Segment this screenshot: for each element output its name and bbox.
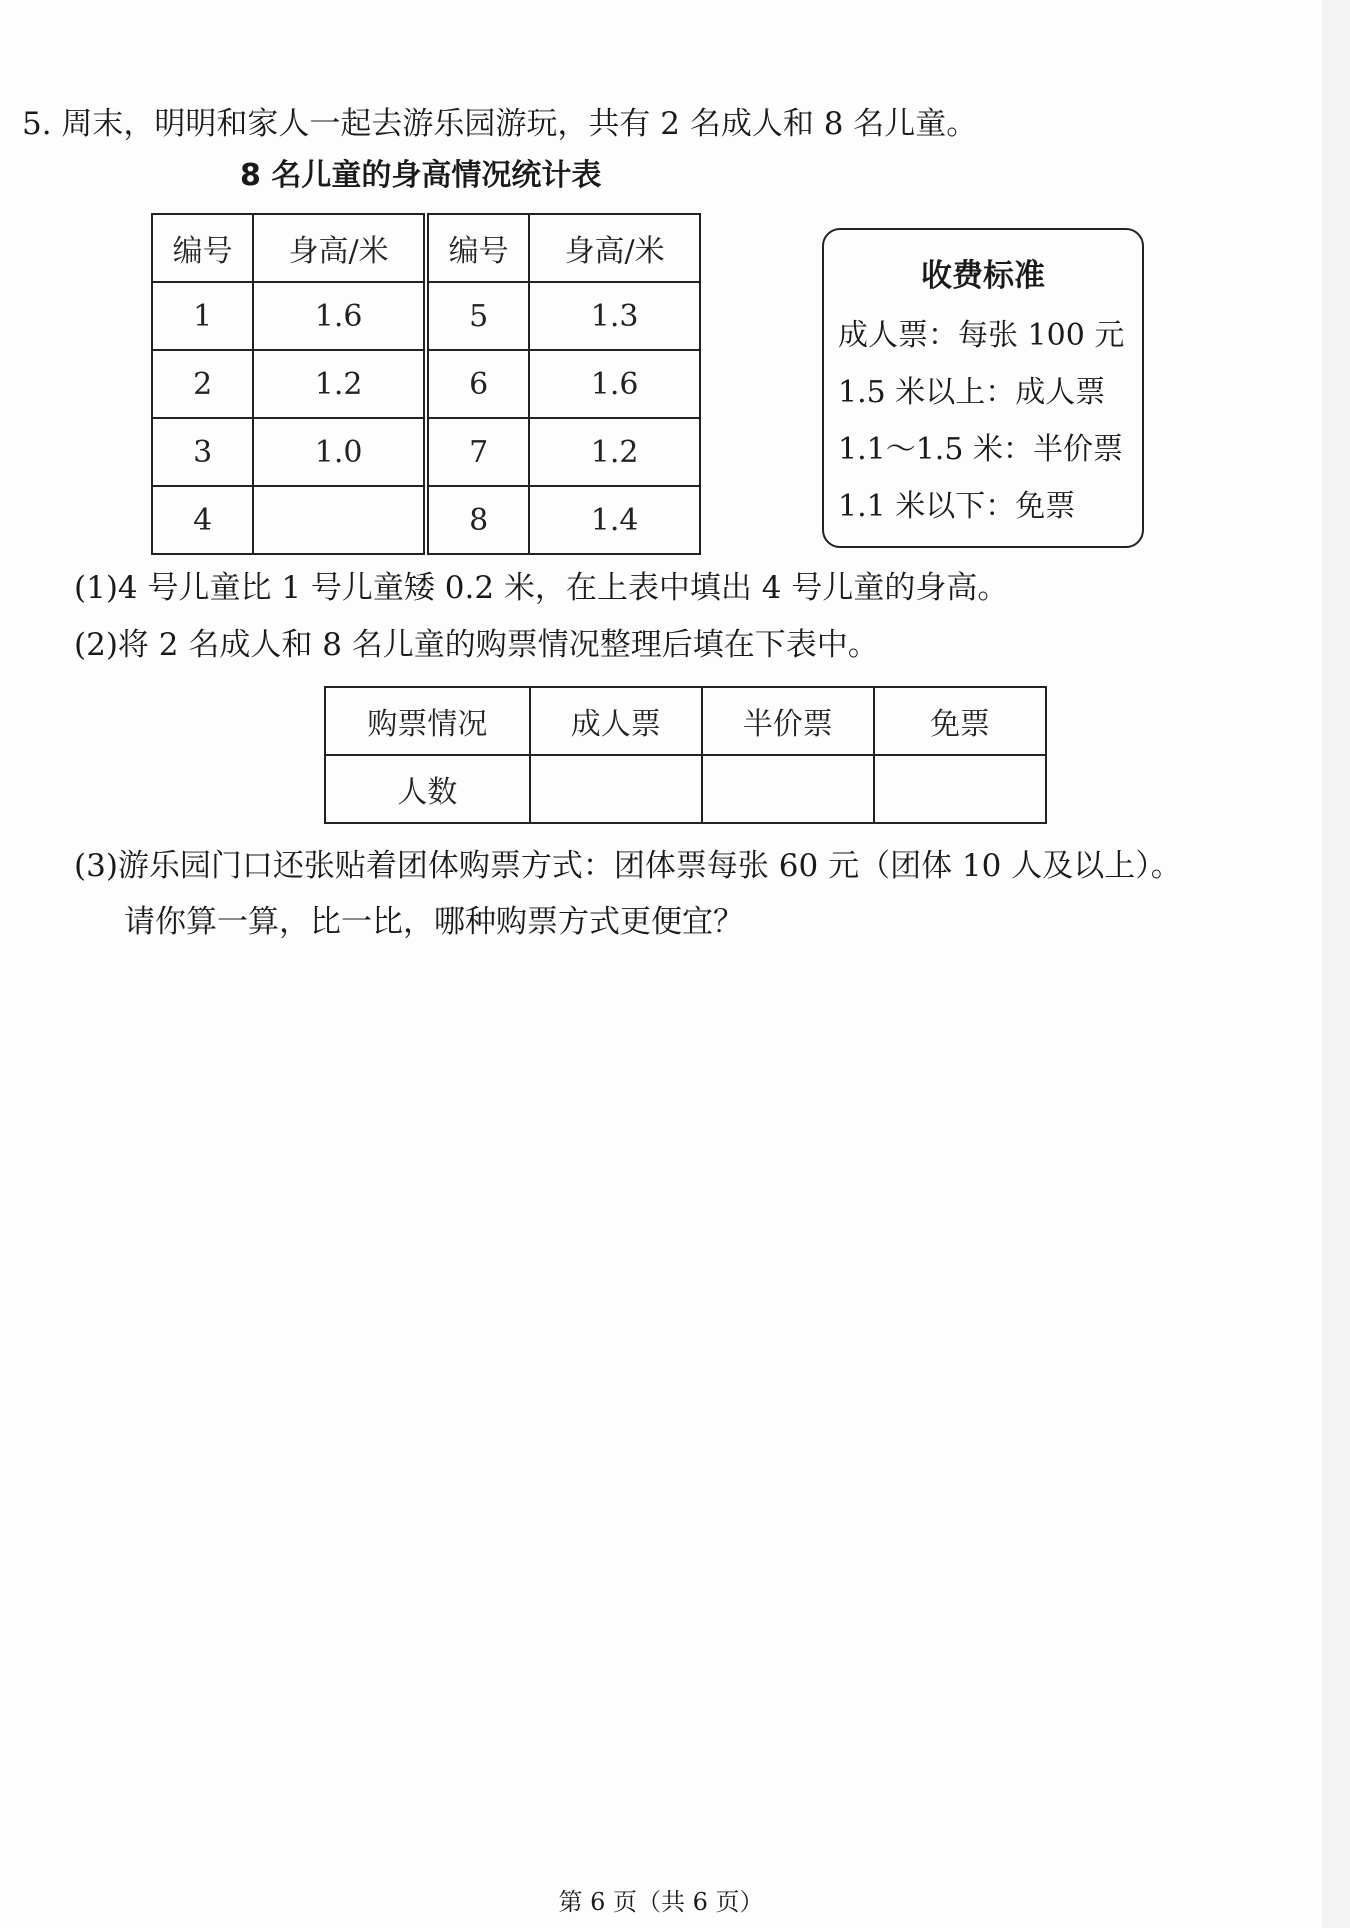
table-row — [152, 282, 700, 350]
fee-line: 成人票：每张 100 元 — [838, 318, 1125, 353]
fee-standard-box — [822, 228, 1144, 548]
answer-blank[interactable] — [530, 755, 702, 823]
header-cell: 半价票 — [702, 687, 874, 755]
fee-box-title: 收费标准 — [921, 258, 1045, 294]
table-cell: 1.0 — [253, 418, 426, 486]
header-cell: 成人票 — [530, 687, 702, 755]
table-header-row — [152, 214, 700, 282]
row-label: 人数 — [325, 755, 530, 823]
header-cell: 身高/米 — [529, 214, 700, 282]
table-row — [152, 418, 700, 486]
question-intro: 5. 周末，明明和家人一起去游乐园游玩，共有 2 名成人和 8 名儿童。 — [22, 106, 978, 142]
table-header-row — [325, 687, 1046, 755]
table-cell: 1.6 — [253, 282, 426, 350]
table-title: 8 名儿童的身高情况统计表 — [240, 158, 602, 193]
height-answer-blank[interactable] — [253, 486, 426, 554]
header-cell: 免票 — [874, 687, 1046, 755]
sub-question-3-line1: (3)游乐园门口还张贴着团体购票方式：团体票每张 60 元（团体 10 人及以上）。 — [74, 848, 1182, 884]
sub-question-2: (2)将 2 名成人和 8 名儿童的购票情况整理后填在下表中。 — [74, 627, 879, 663]
table-row — [325, 755, 1046, 823]
table-cell: 1.6 — [529, 350, 700, 418]
table-row — [152, 486, 700, 554]
table-cell: 4 — [152, 486, 253, 554]
table-cell: 1.2 — [253, 350, 426, 418]
table-cell: 7 — [426, 418, 529, 486]
height-table — [151, 213, 701, 555]
table-cell: 1.2 — [529, 418, 700, 486]
sub-question-1: (1)4 号儿童比 1 号儿童矮 0.2 米，在上表中填出 4 号儿童的身高。 — [74, 570, 1009, 606]
fee-line: 1.5 米以上：成人票 — [838, 375, 1106, 410]
page-footer: 第 6 页（共 6 页） — [558, 1888, 764, 1916]
table-cell: 1.4 — [529, 486, 700, 554]
header-cell: 购票情况 — [325, 687, 530, 755]
table-cell: 2 — [152, 350, 253, 418]
table-cell: 6 — [426, 350, 529, 418]
sub-question-3-line2: 请你算一算，比一比，哪种购票方式更便宜？ — [124, 904, 744, 940]
header-cell: 编号 — [152, 214, 253, 282]
answer-blank[interactable] — [702, 755, 874, 823]
table-cell: 3 — [152, 418, 253, 486]
table-cell: 1 — [152, 282, 253, 350]
header-cell: 身高/米 — [253, 214, 426, 282]
fee-line: 1.1 米以下：免票 — [838, 489, 1076, 524]
table-cell: 1.3 — [529, 282, 700, 350]
table-cell: 5 — [426, 282, 529, 350]
page-edge-strip — [1322, 0, 1350, 1928]
header-cell: 编号 — [426, 214, 529, 282]
table-cell: 8 — [426, 486, 529, 554]
fee-line: 1.1～1.5 米：半价票 — [838, 432, 1123, 467]
answer-blank[interactable] — [874, 755, 1046, 823]
table-row — [152, 350, 700, 418]
ticket-table — [324, 686, 1047, 824]
